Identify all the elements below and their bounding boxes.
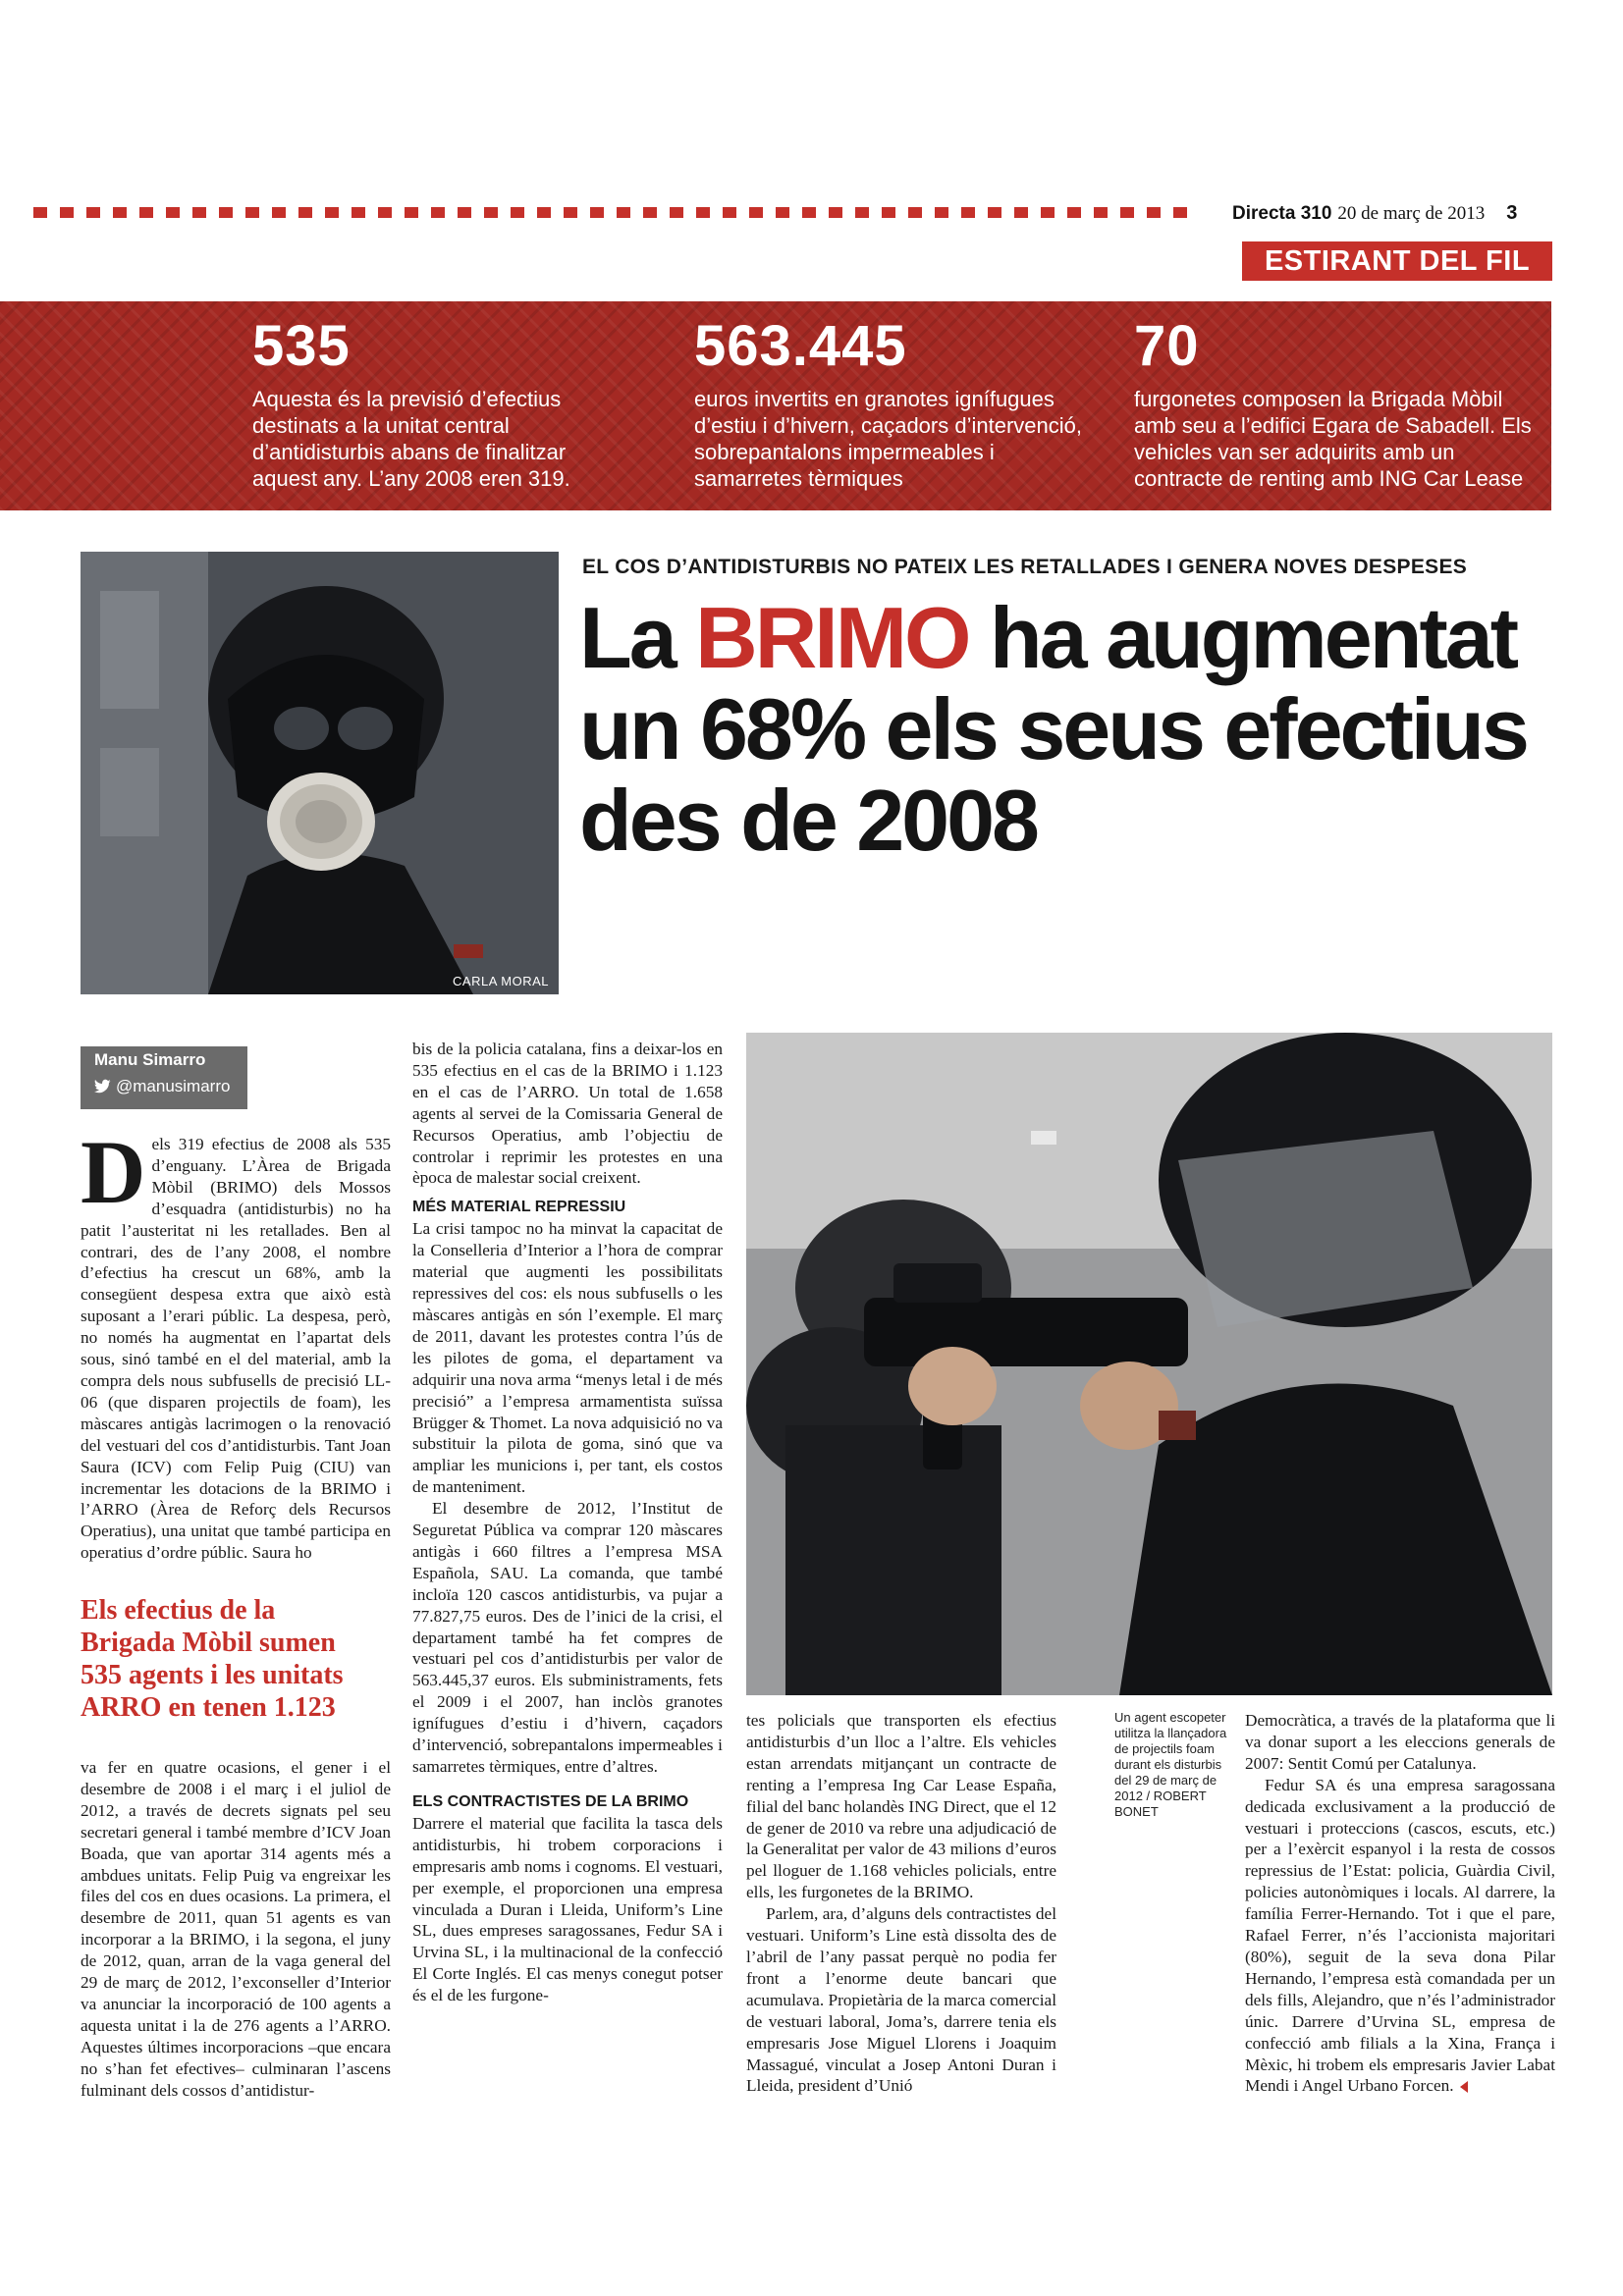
masthead [1232,202,1517,225]
column-3 [746,1710,1056,2097]
dash-segment [776,207,789,218]
dash-segment [325,207,339,218]
stat-2-number: 563.445 [694,314,907,378]
dash-segment [511,207,524,218]
col1-para-1: els 319 efectius de 2008 als 535 d’enguany. L’Àrea de Brigada Mòbil (BRIMO) dels Mossos d’esquadra (antidisturbis) no ha patit l’austeritat ni les retallades. Ben al contrari, des de l’any 2008, el nombre d’efectius ha crescut un 68%, amb la consegüent despesa extra que això està suposant a l’erari públic. La despesa, però, no només ha augmentat en l’apartat dels sous, sinó també en el del material, amb la compra dels nous subfusells de precisió LL-06 (que disparen projectils de foam), les màscares antigàs lacrimogen o la renovació del vestuari del cos d’antidisturbis. Tant Joan Saura (ICV) com Felip Puig (CIU) van incrementar les dotacions de la BRIMO i l’ARRO (Àrea de Reforç dels Recursos Operatius), una unitat que també participa en operatius d’ordre públic. Saura ho [81,1135,391,1563]
dash-segment [86,207,100,218]
dash-segment [378,207,392,218]
col2-para-1: bis de la policia catalana, fins a deixar-los en 535 efectius en el cas de la BRIMO i 1.123 en el cas de l’ARRO. Un total de 1.658 agents al servei de la Comissaria General de Recursos Operatius, amb l’objectiu de controlar i reprimir les protestes en una època de malestar social creixent. [412,1040,723,1188]
paper-name: Directa 310 [1232,203,1332,224]
photo-riot-officer-aiming [746,1033,1552,1695]
dash-segment [537,207,551,218]
dash-segment [829,207,842,218]
dash-segment [882,207,895,218]
col3-para-1: tes policials que transporten els efectius antidisturbis d’un lloc a l’altre. Els vehicles estan arrendats mitjançant un contracte de renting a l’empresa Ing Car Lease España, filial del banc holandès ING Direct, que el 12 de gener de 2010 va rebre una adjudicació de la Generalitat per valor de 43 milions d’euros pel lloguer de 1.168 vehicles policials, entre ells, les furgonetes de la BRIMO. [746,1711,1056,1902]
section-tag: ESTIRANT DEL FIL [1242,241,1552,281]
photo-gas-mask-officer [81,552,559,994]
headline-red: BRIMO [695,589,969,686]
twitter-bird-icon [94,1079,112,1094]
dash-segment [988,207,1001,218]
dash-segment [245,207,259,218]
dash-segment [696,207,710,218]
dash-segment [431,207,445,218]
dash-segment [935,207,948,218]
photo1-credit: CARLA MORAL [453,974,549,988]
headline [579,589,1556,869]
col2-para-2: La crisi tampoc no ha minvat la capacitat de la Conselleria d’Interior a l’hora de comprar material que augmenti les possibilitats repressives del cos: els nous subfusells o les màscares antigàs en són l’exemple. El març de 2011, davant les protestes contra l’ús de les pilotes de goma, el departament va adquirir una nova arma “menys letal i de més precisió” a l’empresa armamentista suïssa Brügger & Thomet. La nova adquisició no va substituir la pilota de goma, sinó que va ampliar les municions i, per tant, els costos de manteniment. [412,1219,723,1497]
subhead-material: MÉS MATERIAL REPRESSIU [412,1199,626,1216]
col1-para-2: va fer en quatre ocasions, el gener i el desembre de 2008 i el març i el juliol de 2012, a través de decrets signats pel seu secretari general i també membre d’ICV Joan Boada, que van aportar 314 agents més a ambdues unitats. Felip Puig va engreixar les files del cos en dues ocasions. La primera, el desembre de 2011, quan 51 agents es van incorporar a la BRIMO, i la segona, el juny de 2012, quan, arran de la vaga general del 29 de març de 2012, l’exconseller d’Interior va anunciar la incorporació de 100 agents a aquesta unitat i la de 276 agents a l’ARRO. Aquestes últimes incorporacions –que encara no s’han fet efectives– culminaran l’ascens fulminant dels cossos d’antidistur- [81,1758,391,2100]
dash-segment [670,207,683,218]
dash-segment [113,207,127,218]
column-4 [1245,1710,1555,2097]
dash-segment [908,207,922,218]
author-name: Manu Simarro [94,1050,206,1069]
pullquote: Els efectius de la Brigada Mòbil sumen 535 agents i les unitats ARRO en tenen 1.123 [81,1595,344,1723]
dashed-rule [33,207,1212,218]
riot-officer-illustration [746,1033,1552,1695]
dash-segment [723,207,736,218]
stat-1-text: Aquesta és la previsió d’efectius destinats a la unitat central d’antidisturbis abans de finalitzar aquest any. L’any 2008 eren 319. [252,387,570,491]
column-1-bottom [81,1757,391,2102]
kicker: EL COS D’ANTIDISTURBIS NO PATEIX LES RETALLADES I GENERA NOVES DESPESES [582,556,1468,578]
dash-segment [219,207,233,218]
dash-segment [139,207,153,218]
col2-para-4: Darrere el material que facilita la tasca dels antidisturbis, hi trobem corporacions i empresaris amb noms i cognoms. El vestuari, per exemple, el proporcionen una empresa vinculada a Duran i Lleida, Uniform’s Line SL, dues empreses saragossanes, Fedur SA i Urvina SL, i la multinacional de la confecció El Corte Inglés. El cas menys conegut potser és el de les furgone- [412,1813,723,2005]
author-twitter[interactable]: @manusimarro [94,1077,230,1096]
end-mark-icon [1460,2081,1468,2093]
col4-para-1: Democràtica, a través de la plataforma que li va donar suport a les eleccions generals de 2007: Sentit Comú per Catalunya. [1245,1711,1555,1773]
col3-para-2: Parlem, ara, d’alguns dels contractistes del vestuari. Uniform’s Line està dissolta des de l’abril de l’any passat perquè no podia fer front a l’enorme deute bancari que acumulava. Propietària de la marca comercial de vestuari laboral, Joma’s, darrere tenia els empresaris Jose Miguel Llorens i Joaquim Massagué, vinculat a Josep Antoni Duran i Lleida, president d’Unió [746,1904,1056,2096]
headline-post: ha augmentat un 68% els seus efectius des de 2008 [579,589,1527,869]
dash-segment [484,207,498,218]
dash-segment [1041,207,1055,218]
col4-para-2: Fedur SA és una empresa saragossana dedicada exclusivament a la producció de vestuari i proteccions (cascos, escuts, etc.) per a l’exèrcit espanyol i la resta de cossos repressius de l’Estat: policia, Guàrdia Civil, policies autonòmiques i locals. Al darrere, la família Ferrer-Hernando. Tot i que el pare, Rafael Ferrer, n’és l’accionista majoritari (80%), seguit de la seva dona Pilar Hernando, l’empresa està comandada per un dels fills, Alejandro, que n’és l’administrador únic. Darrere d’Urvina SL, empresa de confecció amb filials a la Xina, França i Mèxic, hi trobem els empresaris Javier Labat Mendi i Angel Urbano Forcen. [1245,1775,1555,2096]
dash-segment [192,207,206,218]
gas-mask-illustration [81,552,559,994]
dash-segment [617,207,630,218]
stat-3-number: 70 [1134,314,1200,378]
dash-segment [166,207,180,218]
dash-segment [1067,207,1081,218]
dash-segment [855,207,869,218]
dash-segment [1014,207,1028,218]
dash-segment [1120,207,1134,218]
dash-segment [802,207,816,218]
dash-segment [749,207,763,218]
page-number: 3 [1506,202,1518,224]
column-1-top [81,1122,391,1564]
drop-cap: D [81,1122,146,1222]
column-2 [412,1039,723,2006]
dash-segment [564,207,577,218]
dash-segment [272,207,286,218]
dash-segment [1094,207,1108,218]
stat-1 [252,314,601,492]
dash-segment [60,207,74,218]
headline-pre: La [579,589,696,686]
subhead-contractistes: ELS CONTRACTISTES DE LA BRIMO [412,1792,689,1810]
stat-2 [694,314,1097,492]
dash-segment [33,207,47,218]
dash-segment [590,207,604,218]
dash-segment [1147,207,1161,218]
dash-segment [1173,207,1187,218]
dash-segment [961,207,975,218]
dash-segment [298,207,312,218]
stat-2-text: euros invertits en granotes ignífugues d’estiu i d’hivern, caçadors d’intervenció, sobrepantalons impermeables i samarretes tèrmiques [694,387,1082,491]
stat-3 [1134,314,1546,492]
photo2-caption: Un agent escopeter utilitza la llançadora de projectils foam durant els disturbis del 29 de març de 2012 / ROBERT BONET [1114,1710,1227,1819]
dash-segment [352,207,365,218]
issue-date: 20 de març de 2013 [1337,203,1486,224]
stat-1-number: 535 [252,314,351,378]
dash-segment [405,207,418,218]
dash-segment [458,207,471,218]
dash-segment [643,207,657,218]
stat-3-text: furgonetes composen la Brigada Mòbil amb seu a l’edifici Egara de Sabadell. Els vehicles van ser adquirits amb un contracte de renting amb ING Car Lease [1134,387,1532,491]
col2-para-3: El desembre de 2012, l’Institut de Seguretat Pública va comprar 120 màscares antigàs i 660 filtres a l’empresa MSA Española, SAU. La comanda, que també incloïa 120 cascos antidisturbis, va pujar a 77.827,75 euros. Des de l’inici de la crisi, el departament també ha fet compres de vestuari pel cos d’antidisturbis per valor de 563.445,37 euros. Els subministraments, fets el 2009 i el 2007, han inclòs granotes ignífugues d’estiu i d’hivern, caçadors d’intervenció, sobrepantalons impermeables i samarretes tèrmiques, entre d’altres. [412,1499,723,1776]
